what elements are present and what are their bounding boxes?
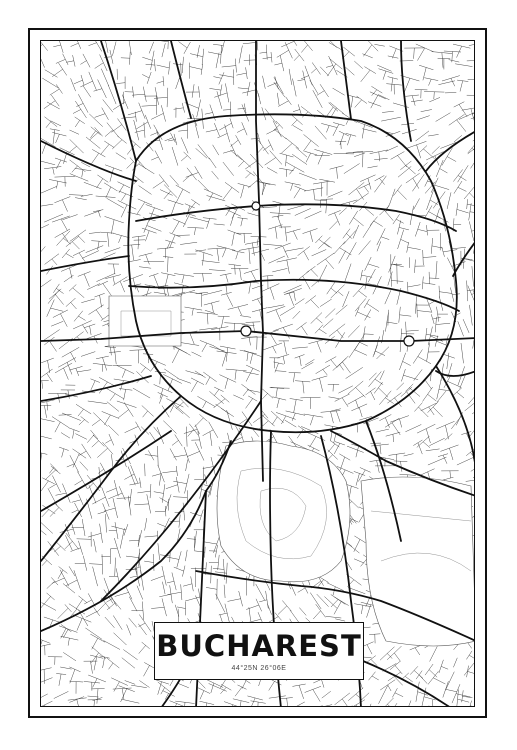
carol-park (217, 441, 350, 582)
palace-area (109, 296, 181, 346)
city-name: BUCHAREST (156, 629, 362, 663)
romana-square (252, 202, 260, 210)
inner-ring-road (128, 114, 457, 432)
tineretului-park (361, 477, 475, 646)
park-areas (109, 296, 475, 646)
north-south-axis (256, 41, 263, 481)
alba-iulia-square (404, 336, 414, 346)
city-label-box (154, 622, 364, 680)
unirii-square (241, 326, 251, 336)
street-map (40, 40, 475, 707)
city-coordinates: 44°25N 26°06E (231, 665, 287, 672)
street-map-canvas (41, 41, 475, 707)
